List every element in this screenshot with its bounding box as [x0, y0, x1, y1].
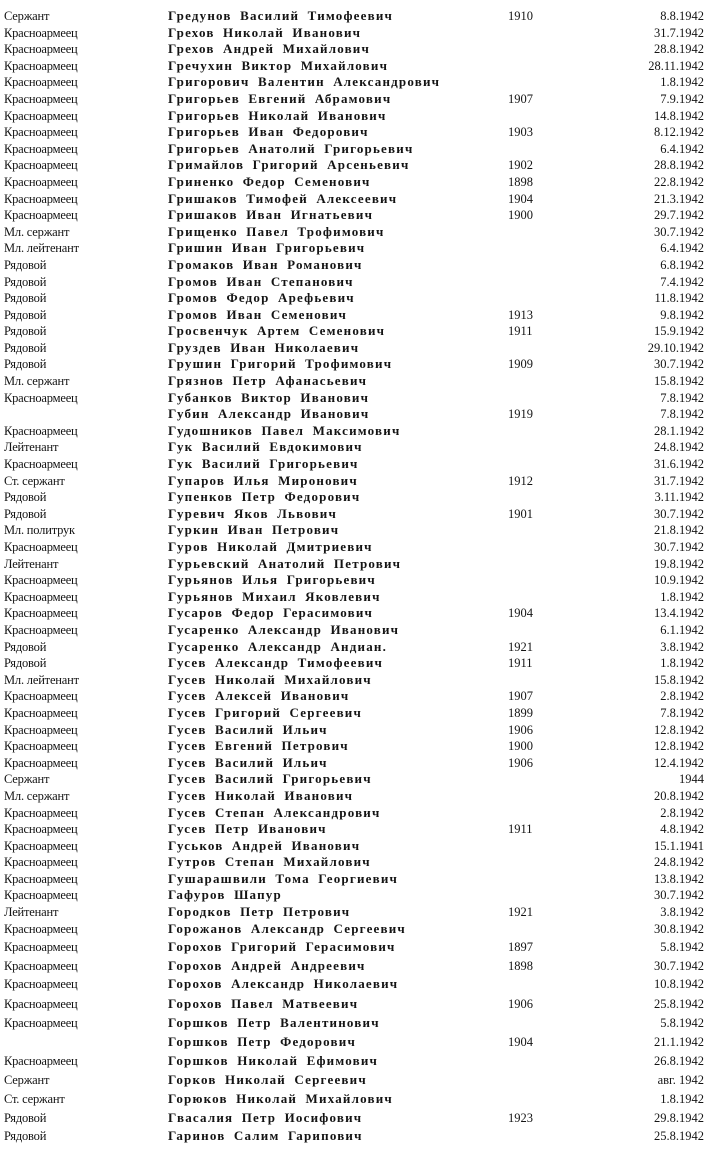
- record-row: [0, 556, 715, 573]
- record-row: [0, 25, 715, 42]
- name-cell: Гросвенчук Артем Семенович: [168, 323, 386, 339]
- rank-cell: Красноармеец: [4, 158, 78, 173]
- name-cell: Гуров Николай Дмитриевич: [168, 539, 373, 554]
- name-cell: Громаков Иван Романович: [168, 256, 363, 272]
- birth-year-cell: 1900: [508, 208, 533, 223]
- rank-cell: Красноармеец: [4, 997, 78, 1012]
- record-row: [0, 887, 715, 904]
- rank-cell: Красноармеец: [4, 705, 78, 720]
- rank-cell: Красноармеец: [4, 871, 78, 886]
- rank-cell: Сержант: [4, 772, 50, 787]
- birth-year-cell: 1923: [508, 1110, 533, 1125]
- rank-cell: Сержант: [4, 1073, 50, 1088]
- name-cell: Грязнов Петр Афанасьевич: [168, 373, 368, 389]
- record-row: [0, 996, 715, 1013]
- date-cell: 5.8.1942: [660, 940, 704, 955]
- rank-cell: Красноармеец: [4, 141, 78, 156]
- date-cell: 1.8.1942: [660, 589, 704, 604]
- rank-cell: Рядовой: [4, 274, 47, 289]
- date-cell: 6.4.1942: [660, 141, 704, 156]
- record-row: [0, 489, 715, 506]
- date-cell: 1944: [679, 772, 704, 787]
- rank-cell: Красноармеец: [4, 174, 78, 189]
- date-cell: 6.1.1942: [660, 622, 704, 637]
- birth-year-cell: 1904: [508, 1035, 533, 1050]
- name-cell: Горшков Николай Ефимович: [168, 1052, 379, 1068]
- date-cell: 1.8.1942: [660, 656, 704, 671]
- birth-year-cell: 1910: [508, 9, 533, 23]
- birth-year-cell: 1899: [508, 705, 533, 720]
- rank-cell: Красноармеец: [4, 1053, 78, 1068]
- name-cell: Горохов Павел Матвеевич: [168, 996, 359, 1012]
- record-row: [0, 207, 715, 224]
- name-cell: Гафуров Шапур: [168, 887, 282, 903]
- rank-cell: Красноармеец: [4, 58, 78, 73]
- record-row: [0, 1015, 715, 1032]
- date-cell: 30.7.1942: [654, 888, 704, 903]
- name-cell: Гришаков Тимофей Алексеевич: [168, 190, 398, 206]
- rank-cell: Рядовой: [4, 490, 47, 505]
- date-cell: 1.8.1942: [660, 1092, 704, 1106]
- record-row: [0, 838, 715, 855]
- date-cell: 3.11.1942: [654, 490, 704, 505]
- record-row: [0, 456, 715, 473]
- name-cell: Гусев Григорий Сергеевич: [168, 704, 363, 720]
- date-cell: 30.7.1942: [654, 506, 704, 521]
- name-cell: Громов Федор Арефьевич: [168, 290, 355, 306]
- rank-cell: Красноармеец: [4, 940, 78, 955]
- birth-year-cell: 1897: [508, 940, 533, 955]
- birth-year-cell: 1913: [508, 307, 533, 322]
- record-row: [0, 639, 715, 656]
- rank-cell: Красноармеец: [4, 589, 78, 604]
- name-cell: Гусаренко Александр Андиан.: [168, 638, 388, 654]
- rank-cell: Рядовой: [4, 1110, 47, 1125]
- rank-cell: Красноармеец: [4, 25, 78, 40]
- birth-year-cell: 1911: [508, 822, 533, 837]
- record-row: [0, 506, 715, 523]
- name-cell: Гусев Степан Александрович: [168, 804, 381, 820]
- record-row: [0, 622, 715, 639]
- record-row: [0, 108, 715, 125]
- name-cell: Гусев Василий Григорьевич: [168, 771, 372, 787]
- name-cell: Гук Василий Евдокимович: [168, 439, 363, 455]
- rank-cell: Рядовой: [4, 1129, 47, 1144]
- rank-cell: Красноармеец: [4, 75, 78, 90]
- record-row: [0, 1110, 715, 1127]
- rank-cell: Рядовой: [4, 324, 47, 339]
- name-cell: Горохов Александр Николаевич: [168, 976, 399, 992]
- name-cell: Грушин Григорий Трофимович: [168, 356, 393, 372]
- name-cell: Гусев Николай Михайлович: [168, 671, 372, 687]
- rank-cell: Рядовой: [4, 291, 47, 306]
- date-cell: 29.8.1942: [654, 1110, 704, 1125]
- name-cell: Губанков Виктор Иванович: [168, 389, 370, 405]
- name-cell: Гурьянов Илья Григорьевич: [168, 572, 376, 588]
- rank-cell: Рядовой: [4, 639, 47, 654]
- name-cell: Гуревич Яков Львович: [168, 505, 338, 521]
- record-row: [0, 191, 715, 208]
- rank-cell: Рядовой: [4, 506, 47, 521]
- record-row: [0, 1091, 715, 1108]
- record-row: [0, 1072, 715, 1089]
- date-cell: 12.8.1942: [654, 722, 704, 737]
- date-cell: 5.8.1942: [660, 1015, 704, 1030]
- record-row: [0, 939, 715, 956]
- birth-year-cell: 1907: [508, 91, 533, 106]
- name-cell: Гримайлов Григорий Арсеньевич: [168, 157, 410, 173]
- date-cell: 15.1.1941: [654, 838, 704, 853]
- record-row: [0, 605, 715, 622]
- date-cell: авг. 1942: [657, 1073, 704, 1088]
- record-row: [0, 274, 715, 291]
- record-row: [0, 738, 715, 755]
- birth-year-cell: 1906: [508, 755, 533, 770]
- name-cell: Григорьев Евгений Абрамович: [168, 90, 392, 106]
- date-cell: 30.8.1942: [654, 921, 704, 936]
- rank-cell: Красноармеец: [4, 722, 78, 737]
- record-row: [0, 8, 715, 25]
- record-row: [0, 439, 715, 456]
- record-row: [0, 1034, 715, 1051]
- date-cell: 7.8.1942: [660, 705, 704, 720]
- birth-year-cell: 1898: [508, 958, 533, 973]
- record-row: [0, 655, 715, 672]
- record-row: [0, 921, 715, 938]
- record-row: [0, 74, 715, 91]
- rank-cell: Красноармеец: [4, 423, 78, 438]
- record-row: [0, 755, 715, 772]
- name-cell: Григорьев Николай Иванович: [168, 107, 387, 123]
- rank-cell: Красноармеец: [4, 42, 78, 57]
- birth-year-cell: 1921: [508, 905, 533, 920]
- birth-year-cell: 1900: [508, 739, 533, 754]
- name-cell: Гусев Василий Ильич: [168, 721, 328, 737]
- name-cell: Гутров Степан Михайлович: [168, 854, 371, 870]
- record-row: [0, 722, 715, 739]
- name-cell: Горожанов Александр Сергеевич: [168, 920, 406, 936]
- name-cell: Гусаренко Александр Иванович: [168, 621, 400, 637]
- record-row: [0, 688, 715, 705]
- birth-year-cell: 1912: [508, 473, 533, 488]
- name-cell: Гвасалия Петр Иосифович: [168, 1109, 363, 1125]
- name-cell: Гришаков Иван Игнатьевич: [168, 207, 374, 223]
- record-row: [0, 522, 715, 539]
- record-row: [0, 323, 715, 340]
- rank-cell: Красноармеец: [4, 977, 78, 992]
- birth-year-cell: 1906: [508, 722, 533, 737]
- date-cell: 21.1.1942: [654, 1035, 704, 1050]
- date-cell: 1.8.1942: [660, 75, 704, 90]
- name-cell: Гусаров Федор Герасимович: [168, 605, 374, 621]
- record-row: [0, 124, 715, 141]
- date-cell: 8.8.1942: [660, 9, 704, 23]
- name-cell: Гурьянов Михаил Яковлевич: [168, 588, 381, 604]
- date-cell: 12.8.1942: [654, 739, 704, 754]
- date-cell: 31.7.1942: [654, 473, 704, 488]
- rank-cell: Красноармеец: [4, 457, 78, 472]
- rank-cell: Красноармеец: [4, 1015, 78, 1030]
- record-row: [0, 771, 715, 788]
- record-row: [0, 821, 715, 838]
- record-row: [0, 589, 715, 606]
- date-cell: 30.7.1942: [654, 958, 704, 973]
- date-cell: 7.8.1942: [660, 390, 704, 405]
- rank-cell: Красноармеец: [4, 540, 78, 554]
- rank-cell: Сержант: [4, 9, 50, 23]
- name-cell: Горохов Андрей Андреевич: [168, 957, 366, 973]
- casualty-list-page: [0, 8, 715, 1145]
- record-row: [0, 976, 715, 993]
- rank-cell: Красноармеец: [4, 689, 78, 704]
- rank-cell: Красноармеец: [4, 888, 78, 903]
- birth-year-cell: 1911: [508, 324, 533, 339]
- rank-cell: Ст. сержант: [4, 473, 65, 488]
- rank-cell: Ст. сержант: [4, 1092, 65, 1106]
- date-cell: 28.11.1942: [648, 58, 704, 73]
- date-cell: 24.8.1942: [654, 440, 704, 455]
- date-cell: 20.8.1942: [654, 788, 704, 803]
- date-cell: 30.7.1942: [654, 540, 704, 554]
- birth-year-cell: 1903: [508, 125, 533, 140]
- rank-cell: Красноармеец: [4, 755, 78, 770]
- record-row: [0, 423, 715, 440]
- rank-cell: Мл. сержант: [4, 788, 70, 803]
- date-cell: 21.8.1942: [654, 523, 704, 538]
- date-cell: 25.8.1942: [654, 1129, 704, 1144]
- rank-cell: Красноармеец: [4, 208, 78, 223]
- date-cell: 8.12.1942: [654, 125, 704, 140]
- rank-cell: Красноармеец: [4, 921, 78, 936]
- name-cell: Гредунов Василий Тимофеевич: [168, 8, 394, 23]
- date-cell: 6.4.1942: [660, 241, 704, 256]
- name-cell: Гусев Петр Иванович: [168, 821, 327, 837]
- date-cell: 29.10.1942: [647, 340, 704, 355]
- name-cell: Грехов Николай Иванович: [168, 24, 362, 40]
- date-cell: 4.8.1942: [660, 822, 704, 837]
- record-row: [0, 290, 715, 307]
- name-cell: Груздев Иван Николаевич: [168, 339, 360, 355]
- rank-cell: Красноармеец: [4, 125, 78, 140]
- date-cell: 14.8.1942: [654, 108, 704, 123]
- name-cell: Гуркин Иван Петрович: [168, 522, 340, 538]
- rank-cell: Красноармеец: [4, 855, 78, 870]
- name-cell: Гусев Николай Иванович: [168, 787, 354, 803]
- birth-year-cell: 1906: [508, 997, 533, 1012]
- birth-year-cell: 1898: [508, 174, 533, 189]
- name-cell: Григорьев Анатолий Григорьевич: [168, 140, 414, 156]
- name-cell: Городков Петр Петрович: [168, 904, 351, 920]
- name-cell: Губин Александр Иванович: [168, 406, 370, 422]
- rank-cell: Лейтенант: [4, 556, 59, 571]
- birth-year-cell: 1907: [508, 689, 533, 704]
- record-row: [0, 473, 715, 490]
- date-cell: 30.7.1942: [654, 357, 704, 372]
- name-cell: Горшков Петр Валентинович: [168, 1014, 380, 1030]
- record-row: [0, 373, 715, 390]
- date-cell: 7.4.1942: [660, 274, 704, 289]
- birth-year-cell: 1901: [508, 506, 533, 521]
- date-cell: 10.9.1942: [654, 573, 704, 588]
- rank-cell: Красноармеец: [4, 606, 78, 621]
- date-cell: 15.8.1942: [654, 672, 704, 687]
- rank-cell: Красноармеец: [4, 958, 78, 973]
- name-cell: Гупаров Илья Миронович: [168, 472, 358, 488]
- date-cell: 7.8.1942: [660, 407, 704, 422]
- name-cell: Григорович Валентин Александрович: [168, 74, 441, 90]
- record-row: [0, 871, 715, 888]
- name-cell: Грехов Андрей Михайлович: [168, 41, 371, 57]
- record-row: [0, 240, 715, 257]
- birth-year-cell: 1911: [508, 656, 533, 671]
- rank-cell: Мл. сержант: [4, 374, 70, 389]
- birth-year-cell: 1902: [508, 158, 533, 173]
- record-row: [0, 805, 715, 822]
- name-cell: Горшков Петр Федорович: [168, 1034, 356, 1050]
- record-row: [0, 41, 715, 58]
- date-cell: 13.4.1942: [654, 606, 704, 621]
- record-row: [0, 58, 715, 75]
- date-cell: 15.9.1942: [654, 324, 704, 339]
- record-row: [0, 572, 715, 589]
- name-cell: Громов Иван Степанович: [168, 273, 354, 289]
- date-cell: 7.9.1942: [660, 91, 704, 106]
- rank-cell: Мл. лейтенант: [4, 672, 79, 687]
- date-cell: 31.7.1942: [654, 25, 704, 40]
- rank-cell: Красноармеец: [4, 91, 78, 106]
- rank-cell: Красноармеец: [4, 390, 78, 405]
- name-cell: Горков Николай Сергеевич: [168, 1072, 367, 1088]
- date-cell: 29.7.1942: [654, 208, 704, 223]
- name-cell: Гусев Алексей Иванович: [168, 688, 350, 704]
- date-cell: 28.8.1942: [654, 158, 704, 173]
- date-cell: 24.8.1942: [654, 855, 704, 870]
- name-cell: Гусев Василий Ильич: [168, 754, 328, 770]
- date-cell: 19.8.1942: [654, 556, 704, 571]
- name-cell: Гусев Александр Тимофеевич: [168, 655, 384, 671]
- name-cell: Гришин Иван Григорьевич: [168, 240, 366, 256]
- birth-year-cell: 1904: [508, 606, 533, 621]
- name-cell: Гук Василий Григорьевич: [168, 456, 359, 472]
- name-cell: Гурьевский Анатолий Петрович: [168, 555, 402, 571]
- name-cell: Горохов Григорий Герасимович: [168, 939, 396, 955]
- date-cell: 25.8.1942: [654, 997, 704, 1012]
- birth-year-cell: 1919: [508, 407, 533, 422]
- birth-year-cell: 1909: [508, 357, 533, 372]
- name-cell: Грищенко Павел Трофимович: [168, 223, 385, 239]
- rank-cell: Лейтенант: [4, 905, 59, 920]
- rank-cell: Рядовой: [4, 357, 47, 372]
- name-cell: Гудошников Павел Максимович: [168, 422, 401, 438]
- rank-cell: Красноармеец: [4, 822, 78, 837]
- record-row: [0, 406, 715, 423]
- rank-cell: Красноармеец: [4, 622, 78, 637]
- record-row: [0, 307, 715, 324]
- record-row: [0, 390, 715, 407]
- date-cell: 28.1.1942: [654, 423, 704, 438]
- record-row: [0, 788, 715, 805]
- record-row: [0, 1053, 715, 1070]
- date-cell: 9.8.1942: [660, 307, 704, 322]
- date-cell: 30.7.1942: [654, 224, 704, 239]
- rank-cell: Красноармеец: [4, 573, 78, 588]
- date-cell: 22.8.1942: [654, 174, 704, 189]
- record-row: [0, 1128, 715, 1145]
- rank-cell: Красноармеец: [4, 805, 78, 820]
- name-cell: Гупенков Петр Федорович: [168, 489, 361, 505]
- date-cell: 10.8.1942: [654, 977, 704, 992]
- record-row: [0, 958, 715, 975]
- date-cell: 3.8.1942: [660, 639, 704, 654]
- birth-year-cell: 1904: [508, 191, 533, 206]
- rank-cell: Красноармеец: [4, 739, 78, 754]
- rank-cell: Рядовой: [4, 340, 47, 355]
- rank-cell: Красноармеец: [4, 108, 78, 123]
- record-row: [0, 340, 715, 357]
- date-cell: 26.8.1942: [654, 1053, 704, 1068]
- name-cell: Горюков Николай Михайлович: [168, 1091, 393, 1106]
- date-cell: 13.8.1942: [654, 871, 704, 886]
- record-row: [0, 904, 715, 921]
- name-cell: Григорьев Иван Федорович: [168, 124, 369, 140]
- date-cell: 12.4.1942: [654, 755, 704, 770]
- rank-cell: Рядовой: [4, 307, 47, 322]
- record-row: [0, 854, 715, 871]
- name-cell: Гусев Евгений Петрович: [168, 738, 349, 754]
- record-row: [0, 141, 715, 158]
- record-row: [0, 91, 715, 108]
- record-row: [0, 705, 715, 722]
- name-cell: Громов Иван Семенович: [168, 306, 348, 322]
- date-cell: 3.8.1942: [660, 905, 704, 920]
- date-cell: 28.8.1942: [654, 42, 704, 57]
- name-cell: Гаринов Салим Гарипович: [168, 1128, 363, 1144]
- rank-cell: Мл. политрук: [4, 523, 75, 538]
- date-cell: 31.6.1942: [654, 457, 704, 472]
- record-row: [0, 257, 715, 274]
- record-row: [0, 539, 715, 556]
- name-cell: Гуськов Андрей Иванович: [168, 837, 361, 853]
- name-cell: Гриненко Федор Семенович: [168, 173, 371, 189]
- record-row: [0, 672, 715, 689]
- rank-cell: Рядовой: [4, 257, 47, 272]
- date-cell: 21.3.1942: [654, 191, 704, 206]
- name-cell: Гречухин Виктор Михайлович: [168, 57, 389, 73]
- rank-cell: Красноармеец: [4, 838, 78, 853]
- date-cell: 2.8.1942: [660, 689, 704, 704]
- rank-cell: Красноармеец: [4, 191, 78, 206]
- record-row: [0, 174, 715, 191]
- rank-cell: Лейтенант: [4, 440, 59, 455]
- record-row: [0, 157, 715, 174]
- record-row: [0, 224, 715, 241]
- date-cell: 6.8.1942: [660, 257, 704, 272]
- rank-cell: Рядовой: [4, 656, 47, 671]
- date-cell: 15.8.1942: [654, 374, 704, 389]
- name-cell: Гушарашвили Тома Георгиевич: [168, 870, 399, 886]
- date-cell: 11.8.1942: [654, 291, 704, 306]
- rank-cell: Мл. лейтенант: [4, 241, 79, 256]
- date-cell: 2.8.1942: [660, 805, 704, 820]
- record-row: [0, 356, 715, 373]
- rank-cell: Мл. сержант: [4, 224, 70, 239]
- birth-year-cell: 1921: [508, 639, 533, 654]
